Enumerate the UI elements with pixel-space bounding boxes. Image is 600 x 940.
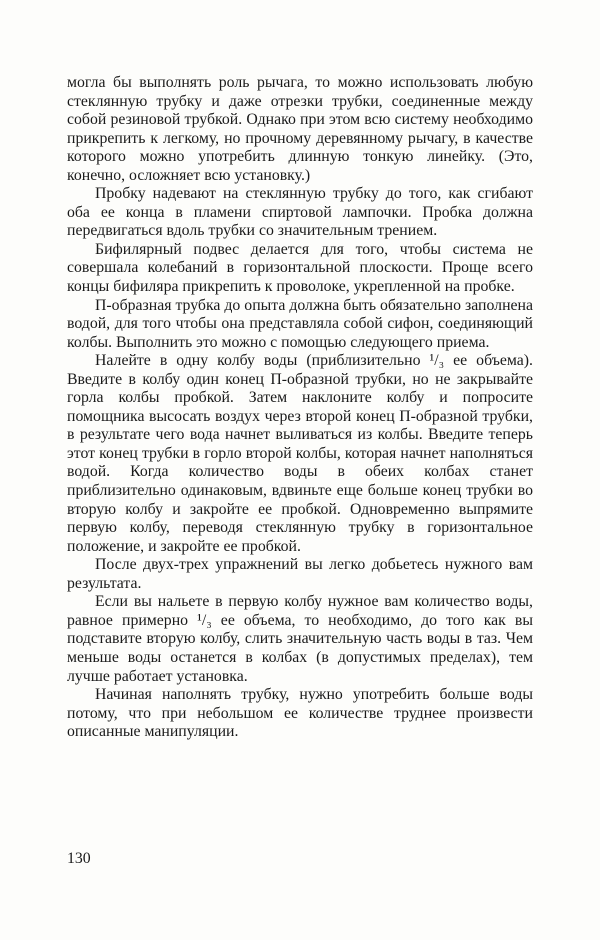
paragraph: П-образная трубка до опыта должна быть обязательно заполнена водой, для того чтобы она представляла собой сифон, соединяющий колбы. Выполнить это можно с помощью следующего приема.: [67, 296, 533, 351]
paragraph: После двух-трех упражнений вы легко добьетесь нужного вам результата.: [67, 556, 533, 592]
paragraph: Если вы нальете в первую колбу нужное вам количество воды, равное примерно ¹/₃ ее объема, то необходимо, до того как вы подставите вторую колбу, слить значительную часть воды в таз. Чем меньше воды останется в колбах (в допустимых пределах), тем лучше работает установка.: [67, 593, 533, 685]
paragraph: Начиная наполнять трубку, нужно употребить больше воды потому, что при небольшом ее количестве труднее произвести описанные манипуляции.: [67, 686, 533, 741]
paragraph: могла бы выполнять роль рычага, то можно использовать любую стеклянную трубку и даже отрезки трубки, соединенные между собой резиновой трубкой. Однако при этом всю систему необходимо прикрепить к легкому, но прочному деревянному рычагу, в качестве которого можно употребить длинную тонкую линейку. (Это, конечно, осложняет всю установку.): [67, 74, 533, 184]
paragraph: Бифилярный подвес делается для того, чтобы система не совершала колебаний в горизонтальной плоскости. Проще всего концы бифиляра прикрепить к проволоке, укрепленной на пробке.: [67, 240, 533, 296]
paragraph: Пробку надевают на стеклянную трубку до того, как сгибают оба ее конца в пламени спиртовой лампочки. Пробка должна передвигаться вдоль трубки со значительным трением.: [67, 185, 533, 240]
page-number: 130: [67, 850, 91, 867]
paragraph: Налейте в одну колбу воды (приблизительно ¹/₃ ее объема). Введите в колбу один конец П-образной трубки, но не закрывайте горла колбы пробкой. Затем наклоните колбу и попросите помощника высосать воздух через второй конец П-образной трубки, в результате чего вода начнет выливаться из колбы. Введите теперь этот конец трубки в горло второй колбы, которая начнет наполняться водой. Когда количество воды в обеих колбах станет приблизительно одинаковым, вдвиньте еще больше конец трубки во вторую колбу и закройте ее пробкой. Одновременно выпрямите первую колбу, переводя стеклянную трубку в горизонтальное положение, и закройте ее пробкой.: [67, 352, 533, 555]
body-text: [67, 74, 533, 742]
